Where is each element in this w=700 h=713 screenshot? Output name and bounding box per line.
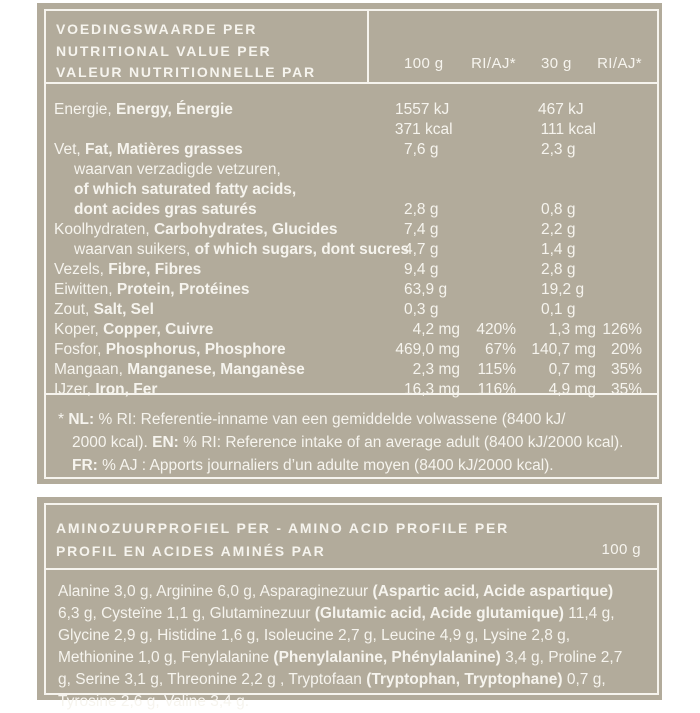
row-label: [54, 200, 385, 220]
text-segment: g, Serine 3,1 g, Threonine 2,2 g , Tryptofaan: [58, 671, 367, 688]
ri-per-100g: 115%: [477, 361, 516, 378]
text-segment-bold: (Phenylalanine, Phénylalanine): [273, 649, 501, 666]
nutrition-row: [46, 180, 657, 200]
ri-per-30g: 20%: [610, 341, 642, 358]
amino-box: [44, 503, 659, 710]
text-segment: 2000 kcal).: [72, 434, 153, 451]
nutrition-row: [46, 260, 657, 280]
value-per-100g: 2,8 g: [404, 201, 439, 218]
value-per-100g: 2,3 mg: [412, 361, 460, 378]
amino-line: [58, 581, 643, 603]
text-segment: Vezels,: [54, 261, 109, 278]
value-per-30g: 1,3 mg: [548, 321, 596, 338]
nutrition-row: [46, 340, 657, 360]
amino-line: [58, 691, 643, 713]
text-segment-bold: (Glutamic acid, Acide glutamique): [314, 605, 564, 622]
text-segment: Eiwitten,: [54, 281, 117, 298]
nutrition-row: [46, 100, 657, 120]
nutrition-row: [46, 120, 657, 140]
amino-title-line-1: AMINOZUURPROFIEL PER - AMINO ACID PROFILE PER: [56, 520, 510, 536]
nutrition-row: [46, 300, 657, 320]
text-segment: Glycine 2,9 g, Histidine 1,6 g, Isoleucine 2,7 g, Leucine 4,9 g, Lysine 2,8 g,: [58, 627, 571, 644]
text-segment-bold: Salt, Sel: [93, 301, 154, 318]
row-label: [54, 280, 385, 300]
text-segment-bold: Phosphorus, Phosphore: [105, 341, 286, 358]
text-segment: Energie,: [54, 101, 117, 118]
value-per-30g: 2,8 g: [541, 261, 576, 278]
text-segment: Methionine 1,0 g, Fenylalanine: [58, 649, 274, 666]
value-per-100g: 0,3 g: [404, 301, 439, 318]
amino-profile-text: [46, 570, 657, 713]
row-label: [54, 380, 385, 400]
footnote-line: [58, 431, 643, 454]
amino-line: [58, 669, 643, 691]
value-per-100g: 9,4 g: [404, 261, 439, 278]
text-segment-bold: (Aspartic acid, Acide aspartique): [372, 583, 614, 600]
value-per-100g: 63,9 g: [404, 281, 448, 298]
row-label: [54, 180, 385, 200]
ri-per-100g: 420%: [476, 321, 516, 338]
value-per-30g: 0,7 mg: [548, 361, 596, 378]
nutrition-row: [46, 160, 657, 180]
text-segment: % RI: Reference intake of an average adult (8400 kJ/2000 kcal).: [178, 434, 624, 451]
column-header-row: [46, 55, 657, 73]
text-segment: Zout,: [54, 301, 94, 318]
column-header-100g: 100 g: [404, 55, 444, 72]
text-segment-bold: Iron, Fer: [95, 381, 158, 398]
value-per-100g: 469,0 mg: [395, 341, 460, 358]
value-per-100g: 4,2 mg: [412, 321, 460, 338]
value-per-100g: 7,6 g: [404, 141, 439, 158]
nutrition-row: [46, 280, 657, 300]
column-header-ri-100g: RI/AJ*: [471, 55, 516, 72]
reference-intake-footnote: [46, 395, 657, 477]
text-segment: Mangaan,: [54, 361, 128, 378]
row-label: [54, 340, 385, 360]
text-segment: 0,7 g,: [562, 671, 606, 688]
text-segment-bold: Carbohydrates, Glucides: [153, 221, 338, 238]
text-segment-bold: Protein, Protéines: [116, 281, 250, 298]
amino-profile-header: [46, 505, 657, 570]
row-label: [54, 240, 410, 260]
text-segment-bold: EN:: [152, 434, 179, 451]
text-segment-bold: Fibre, Fibres: [108, 261, 202, 278]
text-segment: % AJ : Apports journaliers d’un adulte moyen (8400 kJ/2000 kcal).: [97, 457, 554, 474]
value-per-30g: 467 kJ: [538, 101, 584, 118]
value-per-30g: 2,3 g: [541, 141, 576, 158]
text-segment-bold: NL:: [68, 411, 95, 428]
title-line-fr: VALEUR NUTRITIONNELLE PAR: [56, 64, 316, 80]
row-label: [54, 100, 385, 120]
value-per-30g: 0,1 g: [541, 301, 576, 318]
ri-per-30g: 35%: [610, 361, 642, 378]
nutrition-row: [46, 320, 657, 340]
text-segment: 11,4 g,: [563, 605, 615, 622]
nutrition-row: [46, 220, 657, 240]
row-label: [54, 300, 385, 320]
column-header-30g: 30 g: [541, 55, 572, 72]
text-segment-bold: of which sugars, dont sucres: [194, 241, 410, 258]
value-per-30g: 140,7 mg: [531, 341, 596, 358]
text-segment-bold: Copper, Cuivre: [103, 321, 214, 338]
ri-per-100g: 116%: [477, 381, 516, 398]
value-per-30g: 111 kcal: [540, 121, 596, 138]
nutrition-table-header: [46, 11, 657, 84]
ri-per-30g: 35%: [610, 381, 642, 398]
amino-amount-per: 100 g: [601, 541, 641, 558]
row-label: [54, 160, 385, 180]
amino-line: [58, 603, 643, 625]
text-segment: IJzer,: [54, 381, 96, 398]
amino-line: [58, 647, 643, 669]
text-segment: Koper,: [54, 321, 104, 338]
text-segment-bold: Energy, Énergie: [116, 101, 233, 118]
text-segment: waarvan suikers,: [74, 241, 195, 258]
text-segment: Tyrosine 2,6 g, Valine 3,4 g.: [58, 693, 249, 710]
nutrition-row: [46, 360, 657, 380]
value-per-30g: 1,4 g: [541, 241, 576, 258]
footnote-line: [58, 408, 643, 431]
text-segment-bold: (Tryptophan, Tryptophane): [366, 671, 563, 688]
ri-per-100g: 67%: [484, 341, 516, 358]
text-segment-bold: Fat, Matières grasses: [85, 141, 243, 158]
ri-per-30g: 126%: [602, 321, 642, 338]
nutrition-row: [46, 140, 657, 160]
row-label: [54, 320, 385, 340]
amino-title-line-2: PROFIL EN ACIDES AMINÉS PAR: [56, 543, 326, 559]
title-line-en: NUTRITIONAL VALUE PER: [56, 42, 272, 59]
nutrition-row: [46, 240, 657, 260]
value-per-100g: 4,7 g: [404, 241, 439, 258]
amino-acid-panel: [37, 497, 662, 710]
value-per-30g: 19,2 g: [541, 281, 585, 298]
text-segment: Fosfor,: [54, 341, 106, 358]
text-segment-bold: of which saturated fatty acids,: [74, 181, 297, 198]
text-segment-bold: Manganese, Manganèse: [127, 361, 305, 378]
text-segment: 3,4 g, Proline 2,7: [500, 649, 623, 666]
nutrition-row: [46, 380, 657, 400]
amino-line: [58, 625, 643, 647]
nutrition-row: [46, 200, 657, 220]
column-header-ri-30g: RI/AJ*: [597, 55, 642, 72]
nutrition-table-body: [46, 84, 657, 398]
value-per-100g: 371 kcal: [394, 121, 453, 138]
row-label: [54, 140, 385, 160]
text-segment-bold: dont acides gras saturés: [74, 201, 257, 218]
value-per-30g: 4,9 mg: [548, 381, 596, 398]
value-per-100g: 1557 kJ: [395, 101, 450, 118]
footnote-line: [58, 454, 643, 477]
value-per-100g: 7,4 g: [404, 221, 439, 238]
text-segment: Koolhydraten,: [54, 221, 154, 238]
value-per-100g: 16,3 mg: [403, 381, 460, 398]
nutrition-title: [56, 19, 316, 84]
nutrition-panel: [37, 3, 662, 484]
text-segment: waarvan verzadigde vetzuren,: [74, 161, 281, 178]
nutrition-box: [44, 9, 659, 479]
value-per-30g: 0,8 g: [541, 201, 576, 218]
text-segment: % RI: Referentie-inname van een gemiddelde volwassene (8400 kJ/: [94, 411, 566, 428]
row-label: [54, 360, 385, 380]
text-segment: 6,3 g, Cysteïne 1,1 g, Glutaminezuur: [58, 605, 315, 622]
value-per-30g: 2,2 g: [541, 221, 576, 238]
text-segment: Alanine 3,0 g, Arginine 6,0 g, Asparaginezuur: [58, 583, 373, 600]
title-line-nl: VOEDINGSWAARDE PER: [56, 21, 258, 37]
row-label: [54, 260, 385, 280]
row-label: [54, 220, 385, 240]
text-segment-bold: FR:: [72, 457, 98, 474]
text-segment: Vet,: [54, 141, 86, 158]
text-segment: *: [58, 411, 69, 428]
